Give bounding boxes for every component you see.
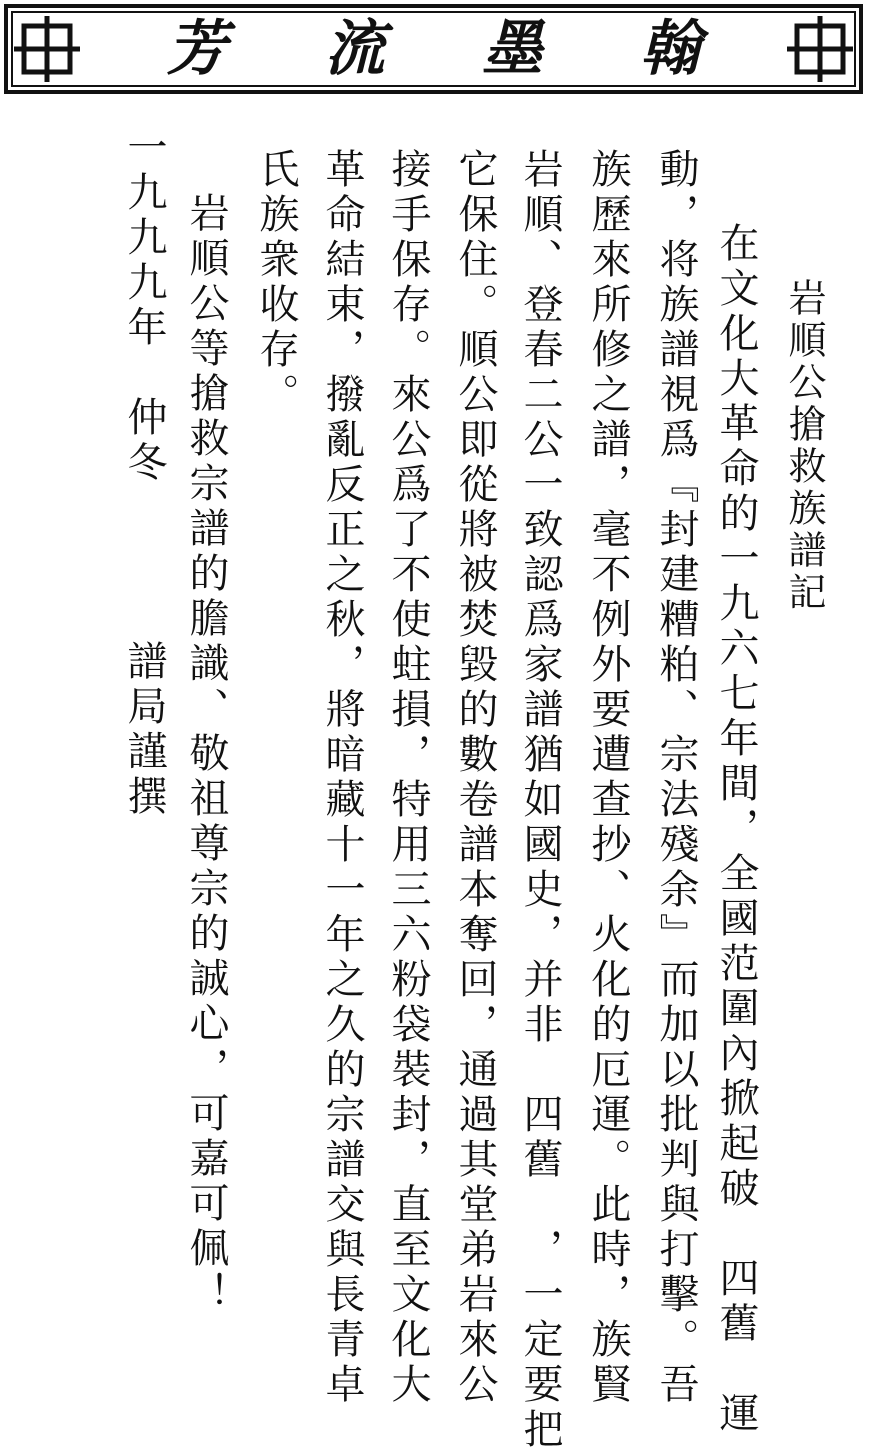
document-body: [120, 112, 830, 1453]
header-banner: [4, 4, 863, 94]
text-column-4: 岩順、登春二公一致認爲家譜猶如國史，并非 四舊 ，一定要把: [517, 148, 563, 1453]
text-column-3: 族歷來所修之譜，毫不例外要遭查抄、火化的厄運。此時，族賢: [585, 148, 631, 1408]
banner-char-2: 流: [324, 14, 385, 84]
banner-char-3: 墨: [482, 14, 543, 84]
text-column-5: 它保住。順公即從將被焚毀的數卷譜本奪回，通過其堂弟岩來公: [452, 148, 498, 1408]
banner-char-4: 翰: [640, 14, 701, 84]
banner-char-1: 芳: [166, 14, 227, 84]
document-author: 譜局謹撰: [121, 640, 167, 820]
closing-remark: 岩順公等搶救宗譜的膽識、敬祖尊宗的誠心，可嘉可佩！: [183, 192, 229, 1317]
text-column-7: 革命結束，撥亂反正之秋，將暗藏十一年之久的宗譜交與長青卓: [319, 148, 365, 1408]
document-title: 岩順公搶救族譜記: [782, 278, 826, 614]
text-column-6: 接手保存。來公爲了不使蛀損，特用三六粉袋裝封，直至文化大: [385, 148, 431, 1408]
text-column-8: 氏族衆收存。: [253, 148, 299, 418]
document-date: 一九九九年 仲冬: [121, 126, 167, 486]
text-column-2: 動，将族譜視爲『封建糟粕、宗法殘余』而加以批判與打擊。吾: [653, 148, 699, 1408]
banner-title: [8, 8, 859, 90]
text-column-1: 在文化大革命的一九六七年間，全國范圍內掀起破 四舊 運: [713, 222, 759, 1437]
